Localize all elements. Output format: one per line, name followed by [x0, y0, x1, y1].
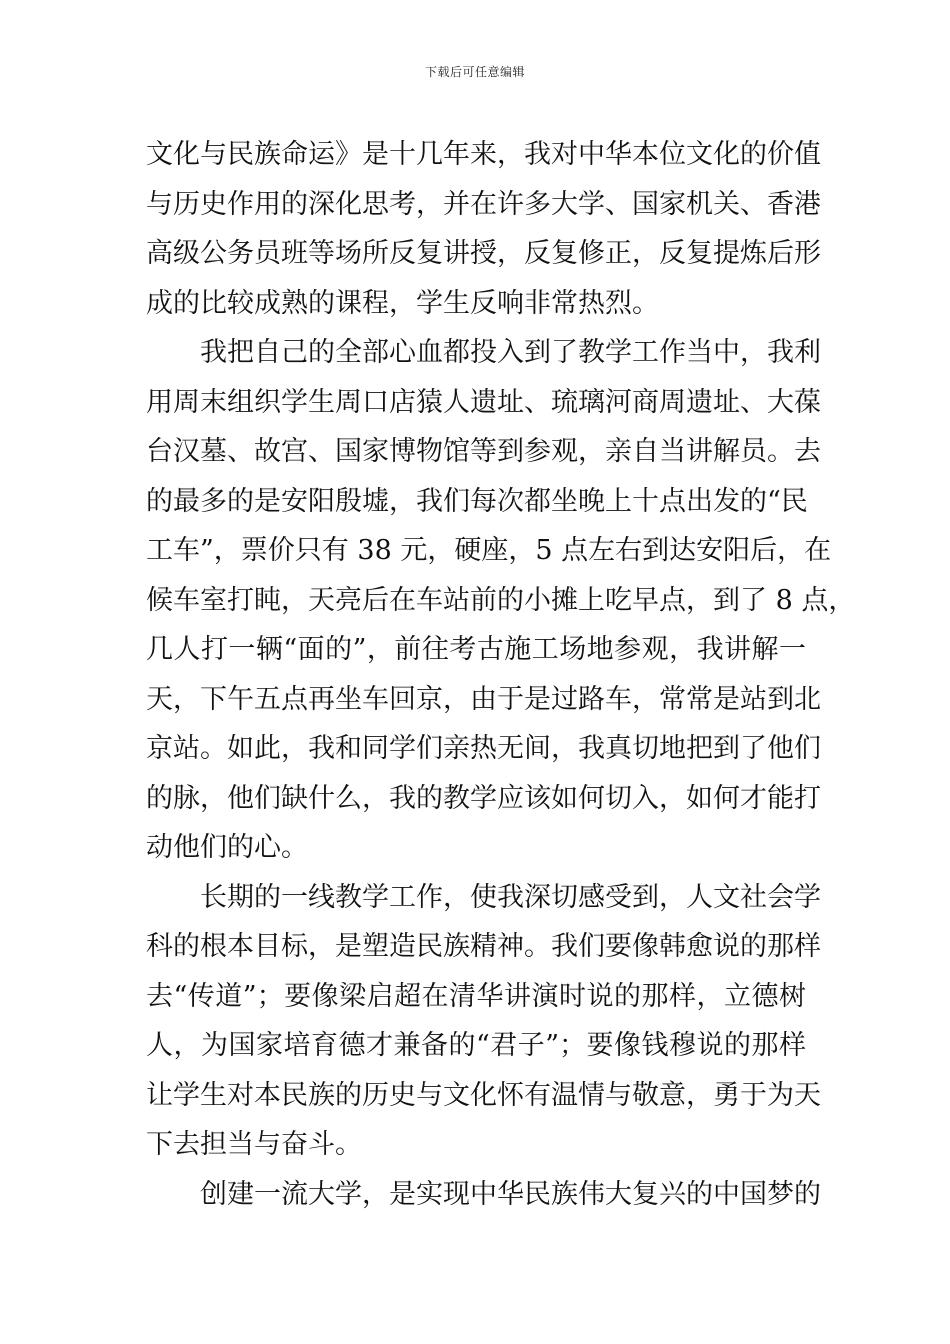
- text-line: 文化与民族命运》是十几年来，我对中华本位文化的价值: [146, 139, 821, 170]
- text-line: 科的根本目标，是塑造民族精神。我们要像韩愈说的那样: [146, 931, 821, 962]
- text-line: 成的比较成熟的课程，学生反响非常热烈。: [146, 287, 659, 319]
- paragraph-first-line: 创建一流大学，是实现中华民族伟大复兴的中国梦的: [200, 1178, 821, 1210]
- body-text: [146, 130, 856, 1219]
- text-line: 工车”，票价只有 38 元，硬座，5 点左右到达安阳后，在: [146, 535, 832, 566]
- text-line: 天，下午五点再坐车回京，由于是过路车，常常是站到北: [146, 683, 821, 715]
- text-line: 让学生对本民族的历史与文化怀有温情与敬意，勇于为天: [146, 1079, 821, 1111]
- text-line: 台汉墓、故宫、国家博物馆等到参观，亲自当讲解员。去: [146, 436, 821, 467]
- paragraph-first-line: 我把自己的全部心血都投入到了教学工作当中，我利: [200, 337, 821, 368]
- text-line: 用周末组织学生周口店猿人遗址、琉璃河商周遗址、大葆: [146, 386, 821, 418]
- text-line: 动他们的心。: [146, 832, 308, 863]
- text-line: 人，为国家培育德才兼备的“君子”；要像钱穆说的那样: [146, 1030, 806, 1061]
- text-line: 的脉，他们缺什么，我的教学应该如何切入，如何才能打: [146, 782, 821, 814]
- text-line: 几人打一辆“面的”，前往考古施工场地参观，我讲解一: [146, 634, 806, 665]
- text-line: 下去担当与奋斗。: [146, 1129, 362, 1160]
- text-line: 高级公务员班等场所反复讲授，反复修正，反复提炼后形: [146, 238, 821, 269]
- text-line: 与历史作用的深化思考，并在许多大学、国家机关、香港: [146, 188, 821, 220]
- text-line: 京站。如此，我和同学们亲热无间，我真切地把到了他们: [146, 733, 821, 764]
- text-line: 候车室打盹，天亮后在车站前的小摊上吃早点，到了 8 点，: [146, 584, 856, 616]
- text-line: 去“传道”；要像梁启超在清华讲演时说的那样，立德树: [146, 980, 806, 1012]
- page-header: 下载后可任意编辑: [424, 65, 525, 79]
- text-line: 的最多的是安阳殷墟，我们每次都坐晚上十点出发的“民: [146, 485, 808, 517]
- paragraph-first-line: 长期的一线教学工作，使我深切感受到，人文社会学: [200, 881, 821, 913]
